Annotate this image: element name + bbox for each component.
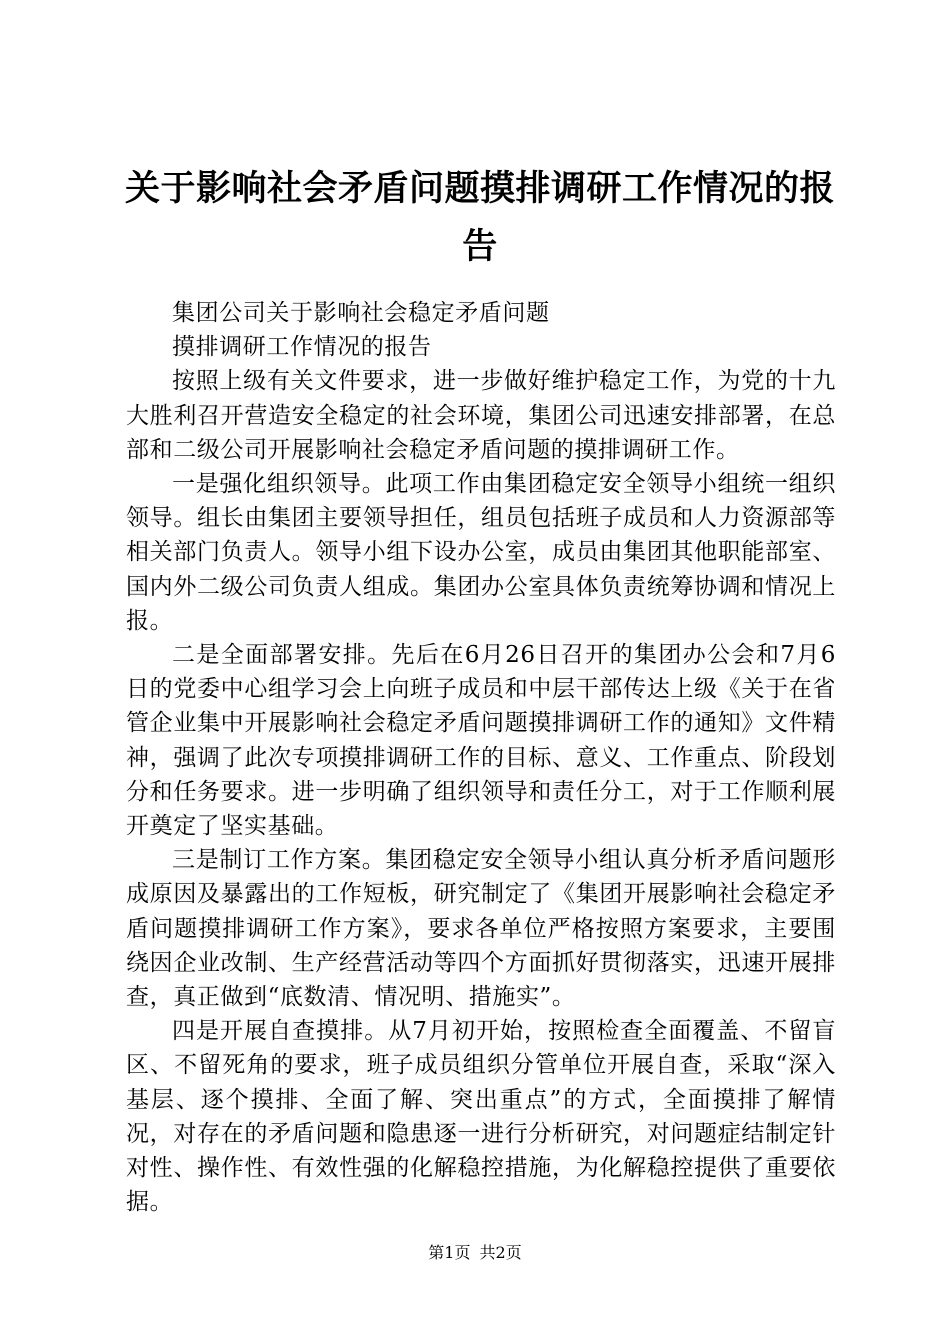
document-body xyxy=(126,296,836,1219)
paragraph-subtitle-1: 集团公司关于影响社会稳定矛盾问题 xyxy=(172,300,550,326)
paragraph-point-1: 一是强化组织领导。此项工作由集团稳定安全领导小组统一组织领导。组长由集团主要领导担任，组员包括班子成员和人力资源部等相关部门负责人。领导小组下设办公室，成员由集团其他职能部室、国内外二级公司负责人组成。集团办公室具体负责统筹协调和情况上报。 xyxy=(126,471,836,634)
page-total: 共2页 xyxy=(479,1243,522,1262)
page-footer xyxy=(0,1242,950,1264)
paragraph-point-2: 二是全面部署安排。先后在6月26日召开的集团办公会和7月6日的党委中心组学习会上向班子成员和中层干部传达上级《关于在省管企业集中开展影响社会稳定矛盾问题摸排调研工作的通知》文件精神，强调了此次专项摸排调研工作的目标、意义、工作重点、阶段划分和任务要求。进一步明确了组织领导和责任分工，对于工作顺利展开奠定了坚实基础。 xyxy=(126,642,836,840)
paragraph-point-4: 四是开展自查摸排。从7月初开始，按照检查全面覆盖、不留盲区、不留死角的要求，班子成员组织分管单位开展自查，采取“深入基层、逐个摸排、全面了解、突出重点”的方式，全面摸排了解情况，对存在的矛盾问题和隐患逐一进行分析研究，对问题症结制定针对性、操作性、有效性强的化解稳控措施，为化解稳控提供了重要依据。 xyxy=(126,1018,836,1216)
document-title: 关于影响社会矛盾问题摸排调研工作情况的报告 xyxy=(125,168,836,267)
paragraph-subtitle-2: 摸排调研工作情况的报告 xyxy=(172,334,432,361)
paragraph-intro: 按照上级有关文件要求，进一步做好维护稳定工作，为党的十九大胜利召开营造安全稳定的社会环境，集团公司迅速安排部署，在总部和二级公司开展影响社会稳定矛盾问题的摸排调研工作。 xyxy=(126,368,836,463)
paragraph-point-3: 三是制订工作方案。集团稳定安全领导小组认真分析矛盾问题形成原因及暴露出的工作短板，研究制定了《集团开展影响社会稳定矛盾问题摸排调研工作方案》，要求各单位严格按照方案要求，主要围绕因企业改制、生产经营活动等四个方面抓好贯彻落实，迅速开展排查，真正做到“底数清、情况明、措施实”。 xyxy=(126,847,836,1011)
page-number: 第1页 xyxy=(428,1243,471,1262)
